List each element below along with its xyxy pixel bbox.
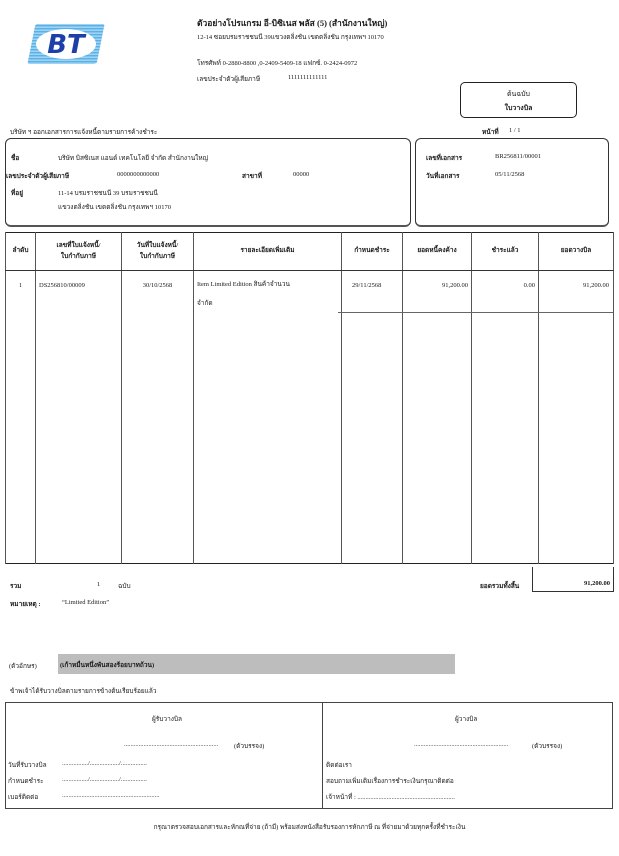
receiver-date-line: ................/................../................ — [62, 760, 147, 767]
receiver-title: ผู้รับวางบิล — [152, 716, 183, 723]
receiver-phone-line: ............................................................ — [62, 792, 160, 799]
document-date: 05/11/2568 — [495, 171, 525, 178]
copy-label: ต้นฉบับ — [507, 90, 530, 98]
receiver-date-label: วันที่รับวางบิล — [8, 762, 47, 769]
document-no-label: เลขที่เอกสาร — [426, 155, 463, 162]
row-separator — [338, 312, 613, 313]
detail-line-1: Item Limited Edition สินค้าจำนวน — [197, 281, 290, 288]
remark-value: “Limited Edition” — [62, 599, 110, 606]
acknowledgement-text: ข้าพเจ้าได้รับวางบิลตามรายการข้างต้นเรียบร้อยแล้ว — [10, 688, 157, 695]
billing-items-table — [5, 232, 614, 564]
cell-billed: 91,200.00 — [539, 271, 614, 564]
customer-address-line1: 11-14 บรมราชชนนี 39 บรมราชชนนี — [58, 190, 158, 197]
footer-note: กรุณาตรวจสอบเอกสารและหักณที่จ่าย (ถ้ามี) พร้อมส่งหนังสือรับรองการหักภาษี ณ ที่จ่ายมาด้วยทุกครั้งที่ชำระเงิน — [153, 824, 466, 831]
receiver-phone-label: เบอร์ติดต่อ — [8, 794, 39, 801]
amount-in-words-box — [58, 654, 455, 674]
biller-title: ผู้วางบิล — [455, 716, 478, 723]
customer-branch: 00000 — [293, 171, 310, 178]
header-seq: ลำดับ — [6, 233, 36, 271]
header-outstanding: ยอดหนี้คงค้าง — [403, 233, 472, 271]
document-no: BR256811/00001 — [495, 153, 541, 160]
header-invoice-date: วันที่ใบแจ้งหนี้/ ใบกำกับภาษี — [122, 233, 194, 271]
signature-divider — [322, 702, 323, 809]
table-row — [6, 271, 614, 564]
page-label: หน้าที่ — [482, 129, 499, 136]
grand-total-value: 91,200.00 — [584, 580, 610, 587]
customer-name-label: ชื่อ — [11, 155, 20, 162]
biller-officer-line: เจ้าหน้าที่ : ............................................................ — [326, 794, 455, 801]
grand-total-label: ยอดรวมทั้งสิ้น — [480, 583, 520, 590]
table-header-row — [6, 233, 614, 271]
svg-text:BT: BT — [47, 30, 85, 60]
document-title: ใบวางบิล — [504, 104, 533, 112]
customer-tax-label: เลขประจำตัวผู้เสียภาษี — [6, 173, 70, 180]
total-unit: ฉบับ — [118, 583, 131, 590]
company-address: 12-14 ซอยบรมราชชนนี 39แขวงตลิ่งชัน เขตตลิ่งชัน กรุงเทพฯ 10170 — [197, 34, 384, 41]
amount-in-words-label: (ตัวอักษร) — [9, 663, 37, 670]
cell-due-date: 29/11/2568 — [342, 271, 403, 564]
company-phone: โทรศัพท์ 0-2880-8800 ,0-2409-5409-18 แฟกซ์. 0-2424-0972 — [197, 60, 358, 67]
company-tax-label: เลขประจำตัวผู้เสียภาษี — [197, 76, 261, 83]
header-due-date: กำหนดชำระ — [342, 233, 403, 271]
biller-sign-line: .......................................................... — [414, 741, 509, 748]
page-number: 1 / 1 — [509, 127, 521, 134]
receiver-sign-note: (ตัวบรรจง) — [234, 743, 265, 750]
document-info-box — [415, 138, 609, 227]
cell-detail — [194, 271, 342, 564]
issue-note: บริษัท ฯ ออกเอกสารการแจ้งหนี้ตามรายการค้างชำระ — [10, 129, 158, 136]
company-name: ตัวอย่างโปรแกรม อี-บิซิเนส พลัส (5) (สำนักงานใหญ่) — [197, 18, 388, 28]
detail-line-2: จำกัด — [197, 299, 213, 307]
biller-sign-note: (ตัวบรรจง) — [532, 743, 563, 750]
grand-total-box — [532, 567, 614, 592]
customer-branch-label: สาขาที่ — [242, 173, 262, 180]
cell-paid: 0.00 — [472, 271, 539, 564]
header-invoice-no: เลขที่ใบแจ้งหนี้/ ใบกำกับภาษี — [36, 233, 122, 271]
cell-invoice-no: DS256810/00009 — [36, 271, 122, 564]
signature-box — [5, 702, 613, 809]
customer-info-box — [5, 138, 411, 227]
cell-seq: 1 — [6, 271, 36, 564]
cell-outstanding: 91,200.00 — [403, 271, 472, 564]
header-detail: รายละเอียดเพิ่มเติม — [194, 233, 342, 271]
receiver-due-label: กำหนดชำระ — [8, 778, 44, 785]
company-logo — [27, 22, 105, 66]
total-count: 1 — [97, 581, 101, 588]
customer-address-label: ที่อยู่ — [11, 190, 23, 197]
document-date-label: วันที่เอกสาร — [426, 173, 460, 180]
customer-address-line2: แขวงตลิ่งชัน เขตตลิ่งชัน กรุงเทพฯ 10170 — [58, 204, 171, 211]
header-paid: ชำระแล้ว — [472, 233, 539, 271]
bt-logo-icon — [27, 22, 105, 66]
company-tax-id: 1111111111111 — [288, 74, 328, 81]
total-label: รวม — [10, 583, 22, 590]
receiver-sign-line: .......................................................... — [124, 741, 219, 748]
remark-label: หมายเหตุ : — [10, 601, 41, 608]
document-type-box — [460, 82, 577, 118]
amount-in-words: (เก้าหมื่นหนึ่งพันสองร้อยบาทถ้วน) — [60, 662, 155, 669]
biller-inquiry-text: สอบถามเพิ่มเติมเรื่องการชำระเงินกรุณาติดต่อ — [326, 778, 454, 785]
receiver-due-line: ................/................../................ — [62, 776, 147, 783]
customer-tax-id: 0000000000000 — [117, 171, 160, 178]
cell-invoice-date: 30/10/2568 — [122, 271, 194, 564]
customer-name: บริษัท บิสซิเนส แอนด์ เทคโนโลยี จำกัด สำนักงานใหญ่ — [58, 155, 209, 162]
header-billed: ยอดวางบิล — [539, 233, 614, 271]
biller-contact-label: ติดต่อเรา — [326, 762, 352, 769]
